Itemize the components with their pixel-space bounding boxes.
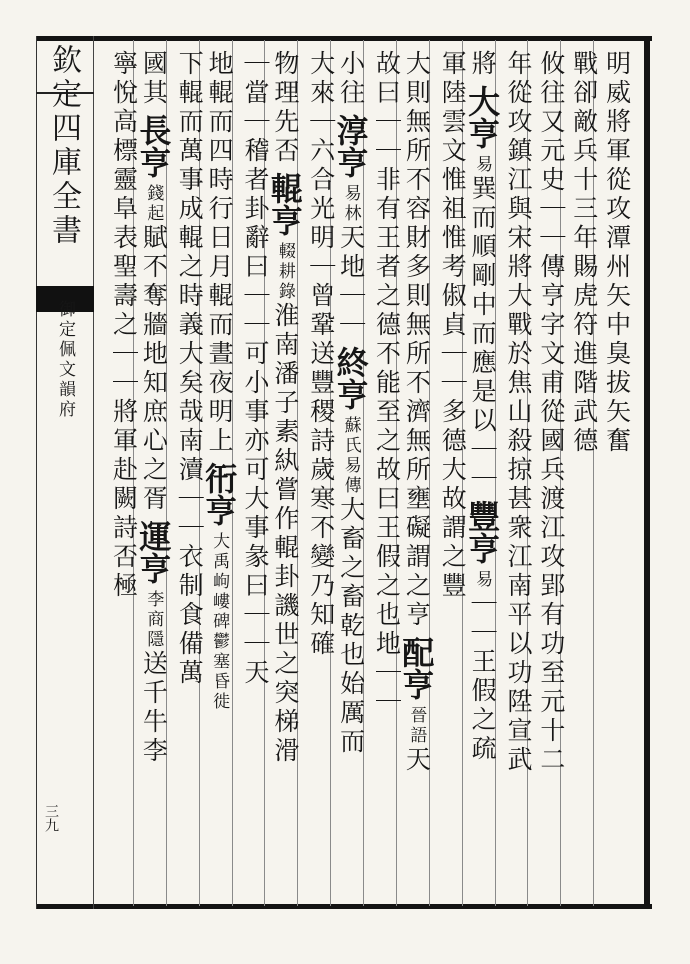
column-text: 巽而順剛中而應是以｜｜ <box>468 175 498 494</box>
column-text: 戰卻敵兵十三年賜虎符進階武德 <box>569 50 599 456</box>
headword-entry: 終亨 <box>331 346 370 410</box>
source-note: 蘇氏易傳 <box>340 416 361 496</box>
source-note: 大禹岣嶁碑鬱塞昏徙 <box>209 532 230 712</box>
headword-entry: 衎亨 <box>200 462 239 526</box>
headword-entry: 淳亨 <box>331 114 370 178</box>
column-text: ｜當｜稽者卦辭曰｜｜可小事亦可大事彖曰｜｜天 <box>240 50 270 688</box>
column-text: 小往 <box>336 50 366 108</box>
headword-entry: 配亨 <box>397 636 436 700</box>
column-text: ｜｜王假之疏 <box>468 590 498 764</box>
source-note: 輟耕錄 <box>274 242 295 302</box>
source-note: 晉語 <box>406 706 427 746</box>
column-text: 大畜之畜乾也始厲而 <box>336 496 366 757</box>
source-note: 易林 <box>340 184 361 224</box>
page-number: 三九 <box>43 804 59 832</box>
column-text: 賦不奪牆地知庶心之胥 <box>139 224 169 514</box>
book-title: 欽定四庫全書 <box>46 44 81 248</box>
frame-right-rule <box>644 36 650 909</box>
headword-entry: 運亨 <box>134 520 173 584</box>
book-subtitle: 御定佩文韻府 <box>55 300 75 420</box>
column-text: 年從攻鎮江與宋將大戰於焦山殺掠甚衆江南平以功陞宣武 <box>503 50 533 775</box>
headword-entry: 輥亨 <box>265 172 304 236</box>
text-column <box>96 50 139 601</box>
column-text: 大來｜六合光明｜曾鞏送豐稷詩歲寒不變乃知確 <box>306 50 336 659</box>
source-note: 李商隱 <box>143 590 164 650</box>
column-text: 寧悅高標靈阜表聖壽之｜｜將軍赴闕詩否極 <box>109 50 139 601</box>
headword-entry: 大亨 <box>463 85 502 149</box>
headword-entry: 豐亨 <box>463 500 502 564</box>
column-text: 下輥而萬事成輥之時義大矣哉南瀆｜｜衣制食備萬 <box>175 50 205 688</box>
column-text: 淮南潘子素紈嘗作輥卦譏世之突梯滑 <box>270 302 300 766</box>
column-text: 故曰｜｜非有王者之德不能至之故曰王假之也地｜｜ <box>372 50 402 717</box>
headword-entry: 長亨 <box>134 114 173 178</box>
column-text: 攸往又元史｜｜傳亨字文甫從國兵渡江攻郢有功至元十二 <box>536 50 566 775</box>
column-text: 大則無所不容財多則無所不濟無所壅礙謂之亨 <box>402 50 432 630</box>
column-text: 天 <box>402 746 432 775</box>
source-note: 易 <box>472 570 493 590</box>
column-text: 將 <box>468 50 498 79</box>
column-text: 天地｜｜ <box>336 224 366 340</box>
source-note: 易 <box>472 155 493 175</box>
source-note: 錢起 <box>143 184 164 224</box>
column-text: 明威將軍從攻潭州矢中臭拔矢奮 <box>602 50 632 456</box>
column-text: 送千牛李 <box>139 650 169 766</box>
column-text: 軍陸雲文惟祖惟考俶貞｜｜多德大故謂之豐 <box>438 50 468 601</box>
column-text: 地輥而四時行日月輥而晝夜明上 <box>205 50 235 456</box>
margin-rule <box>93 36 94 909</box>
column-text: 物理先否 <box>270 50 300 166</box>
frame-left-rule <box>36 36 37 909</box>
column-text: 國其 <box>139 50 169 108</box>
